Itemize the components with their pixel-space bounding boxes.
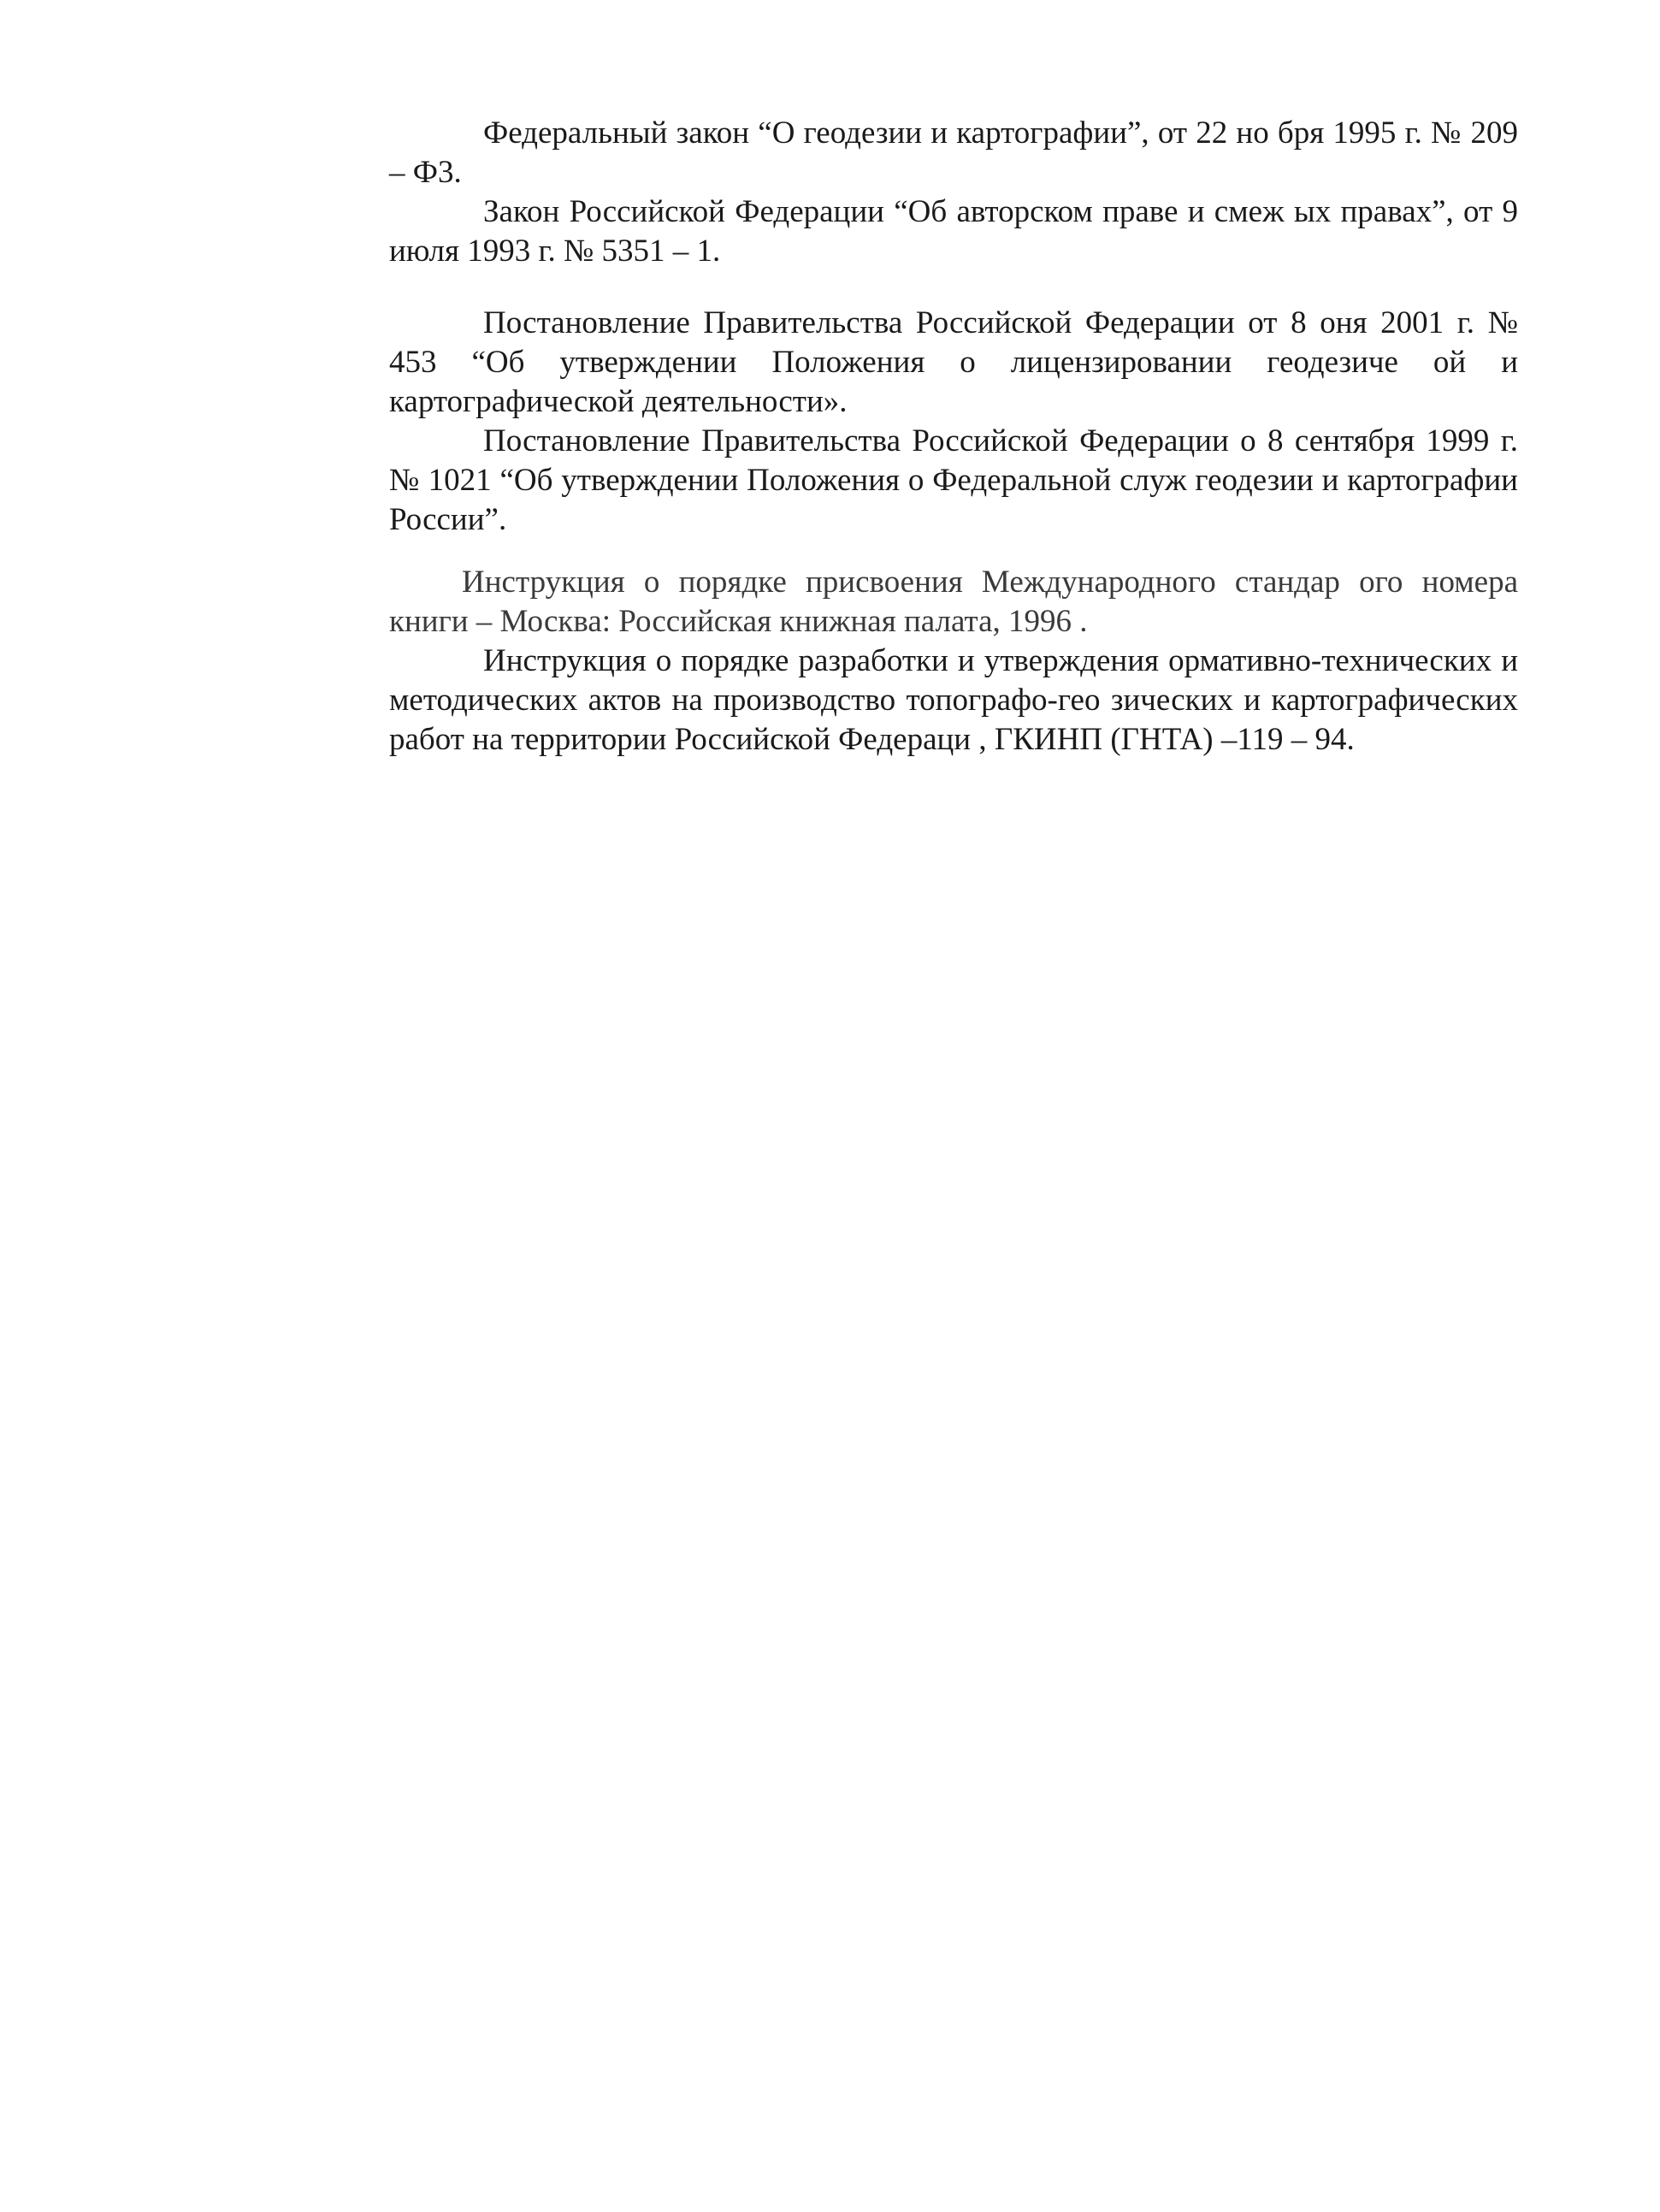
paragraph-decree-453: Постановление Правительства Российской Федерации от 8 оня 2001 г. № 453 “Об утверждении Положения о лицензировании геодезиче ой и картографической деятельности». xyxy=(389,305,1518,419)
instructions-block xyxy=(389,563,1518,760)
paragraph-normative-acts-instruction: Инструкция о порядке разработки и утверждения ормативно-технических и методических актов на производство топографо-гео зических и картографических работ на территории Российской Федераци , ГКИНП (ГНТА) –119 – 94. xyxy=(389,643,1518,757)
legislation-block xyxy=(389,114,1518,271)
paragraph-isbn-instruction: Инструкция о порядке присвоения Международного стандар ого номера книги – Москва: Российская книжная палата, 1996 . xyxy=(389,565,1518,639)
paragraph-copyright-law: Закон Российской Федерации “Об авторском праве и смеж ых правах”, от 9 июля 1993 г. № 5351 – 1. xyxy=(389,194,1518,269)
government-decrees-block xyxy=(389,304,1518,540)
paragraph-decree-1021: Постановление Правительства Российской Федерации о 8 сентября 1999 г. № 1021 “Об утверждении Положения о Федеральной служ геодезии и картографии России”. xyxy=(389,423,1518,537)
paragraph-federal-law-geodesy: Федеральный закон “О геодезии и картографии”, от 22 но бря 1995 г. № 209 – Ф3. xyxy=(389,115,1518,190)
